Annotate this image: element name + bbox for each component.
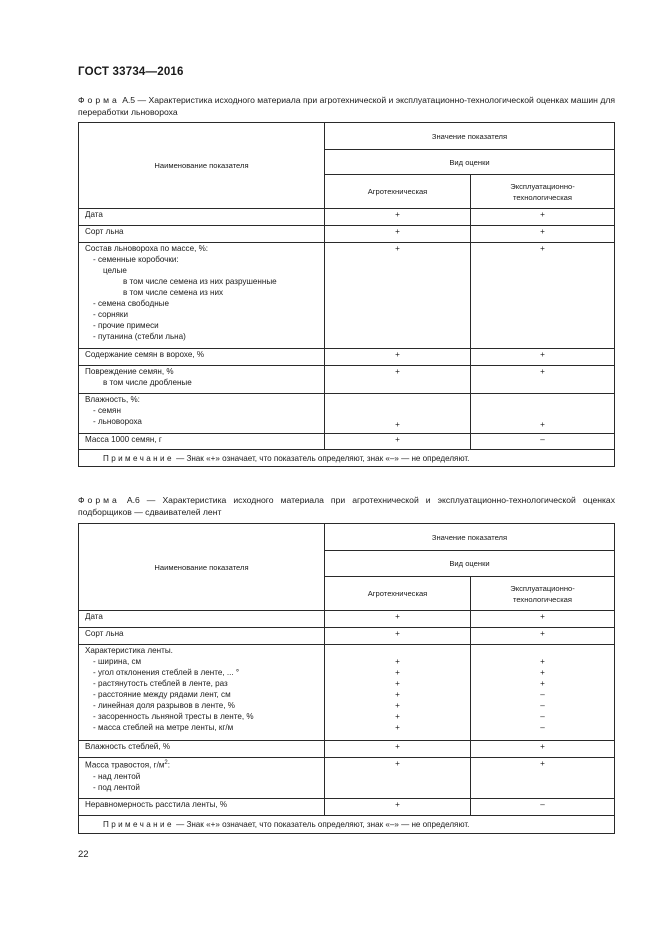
row-expl-value: + [471,209,615,226]
form-a5-note [79,450,615,467]
table-row [79,799,615,816]
table-row [79,349,615,366]
list-item: целые [103,266,127,275]
table-row [79,209,615,226]
form-a5-note-word: Примечание [103,453,174,463]
form-a6-caption-word: Форма [78,495,120,505]
table-row [79,366,615,394]
list-item-value: + [540,657,545,666]
table-row [79,611,615,628]
form-a5-header-expl [471,175,615,209]
page-number: 22 [78,849,89,860]
list-item-value: – [540,701,545,710]
row-expl-value: + [471,394,615,434]
row-agro-value: + [325,366,471,394]
form-a6-header-eval-kind: Вид оценки [325,551,615,577]
form-a5-header-eval-kind: Вид оценки [325,150,615,175]
row-agro-value: + [325,434,471,450]
list-item-value: – [540,712,545,721]
list-item-value: – [540,723,545,732]
list-item-value: + [540,679,545,688]
form-a5-header-expl-line1: Эксплуатационно- [510,181,575,191]
form-a6-header-name: Наименование показателя [79,524,325,611]
row-agro-values [325,645,471,741]
list-item: - путанина (стебли льна) [93,332,186,341]
form-a5-table [78,122,615,467]
list-item: - сорняки [93,310,128,319]
row-name: Неравномерность расстила ленты, % [79,799,325,816]
table-row [79,645,615,741]
list-item: - прочие примеси [93,321,159,330]
list-item: - засоренность льняной тресты в ленте, % [93,712,254,721]
list-item-value: + [395,712,400,721]
form-a6-header-expl [471,577,615,611]
row-name-ribbon [79,645,325,741]
list-item: - льновороха [93,417,142,426]
row-expl-value: + [471,741,615,758]
list-item: Влажность, %: [85,395,140,404]
row-expl-value: + [471,226,615,243]
row-name: Содержание семян в ворохе, % [79,349,325,366]
grass-mass-title-end: : [167,760,171,770]
row-agro-value: + [325,209,471,226]
table-row [79,226,615,243]
row-agro-value: + [325,349,471,366]
list-item: - растянутость стеблей в ленте, раз [93,679,228,688]
row-expl-value: + [471,758,615,799]
list-item: в том числе дробленые [103,378,192,387]
list-item: - семян [93,406,121,415]
form-a6-header-expl-line2: технологическая [512,594,573,604]
row-agro-value: + [325,394,471,434]
row-expl-value: + [471,243,615,349]
list-item: Повреждение семян, % [85,367,174,376]
list-item-value: + [395,679,400,688]
grass-mass-sup: 2 [164,760,168,766]
row-expl-value: + [471,628,615,645]
row-name: Сорт льна [79,628,325,645]
list-item: Состав льновороха по массе, %: [85,244,209,253]
list-item: - угол отклонения стеблей в ленте, ... ° [93,668,240,677]
table-row [79,741,615,758]
list-item: - ширина, см [93,657,142,666]
row-expl-value: + [471,366,615,394]
form-a6-caption [78,494,615,518]
row-name-grass-mass [79,758,325,799]
form-a5-caption [78,94,615,118]
form-a6-note [79,816,615,834]
form-a6-table [78,523,615,834]
row-agro-value: + [325,799,471,816]
row-name: Влажность стеблей, % [79,741,325,758]
grass-mass-title: Масса травостоя, г/м [85,760,165,770]
list-item: в том числе семена из них [123,288,224,297]
row-agro-value: + [325,611,471,628]
form-a6-header-value-group: Значение показателя [325,524,615,551]
form-a6-note-text: — Знак «+» означает, что показатель определяют, знак «–» — не определяют. [173,820,470,829]
row-agro-value: + [325,741,471,758]
list-item-value: – [540,690,545,699]
document-title: ГОСТ 33734—2016 [78,66,184,78]
list-item-value: + [395,657,400,666]
form-a5-header-expl-line2: технологическая [512,192,573,202]
form-a6-header-expl-line1: Эксплуатационно- [510,583,575,593]
row-name: Дата [79,209,325,226]
form-a5-header-value-group: Значение показателя [325,123,615,150]
row-name: Масса 1000 семян, г [79,434,325,450]
list-item: - семенные коробочки: [93,255,179,264]
list-item-value: + [395,690,400,699]
row-name-composition [79,243,325,349]
table-row [79,434,615,450]
row-agro-value: + [325,243,471,349]
list-item [85,758,324,771]
table-row [79,243,615,349]
list-item: Характеристика ленты. [85,646,173,655]
row-agro-value: + [325,226,471,243]
form-a5-header-agro: Агротехническая [325,175,471,209]
row-name: Сорт льна [79,226,325,243]
row-agro-value: + [325,758,471,799]
list-item-value: + [395,701,400,710]
row-expl-value: + [471,349,615,366]
form-a6-note-word: Примечание [103,820,174,829]
list-item-value: + [395,723,400,732]
form-a5-caption-word: Форма [78,95,120,105]
list-item: - линейная доля разрывов в ленте, % [93,701,235,710]
list-item-value: + [540,668,545,677]
list-item: в том числе семена из них разрушенные [123,277,277,286]
row-expl-value: – [471,434,615,450]
row-name-humidity [79,394,325,434]
form-a5-note-text: — Знак «+» означает, что показатель определяют, знак «–» — не определяют. [173,453,470,463]
row-expl-values [471,645,615,741]
form-a5-header-name: Наименование показателя [79,123,325,209]
list-item: - над лентой [93,771,141,781]
form-a6-caption-text: А.6 — Характеристика исходного материала при агротехнической и эксплуатационно-технологической оценках подборщиков — сдваивателей лент [78,495,615,517]
table-row [79,394,615,434]
form-a6-header-agro: Агротехническая [325,577,471,611]
list-item: - расстояние между рядами лент, см [93,690,231,699]
list-item: - семена свободные [93,299,170,308]
row-name: Дата [79,611,325,628]
list-item: - под лентой [93,782,140,792]
row-expl-value: – [471,799,615,816]
list-item-value: + [395,668,400,677]
list-item: - масса стеблей на метре ленты, кг/м [93,723,234,732]
row-expl-value: + [471,611,615,628]
row-name-seed-damage [79,366,325,394]
table-row [79,628,615,645]
row-agro-value: + [325,628,471,645]
table-row [79,758,615,799]
form-a5-caption-text: А.5 — Характеристика исходного материала при агротехнической и эксплуатационно-технологической оценках машин для переработки льновороха [78,95,616,117]
